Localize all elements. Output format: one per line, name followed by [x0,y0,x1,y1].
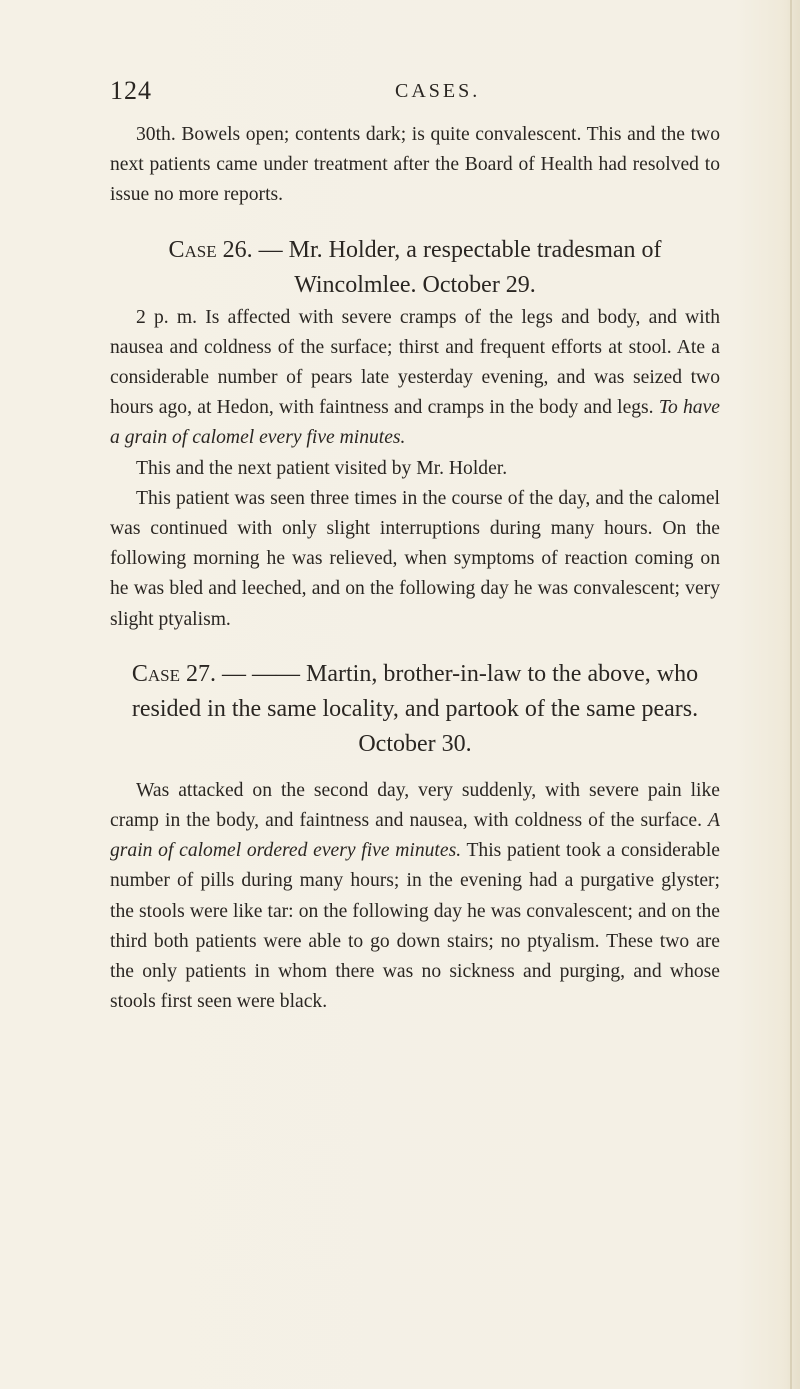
case-27-text-continued: This patient took a considerable number of pills during many hours; in the evening had a purgative glyster; the stools were like tar: on the following day he was convalescent; and on the third both patients were able to go down stairs; no ptyalism. These two are the only patients in whom there was no sickness and purging, and whose stools first seen were black. [110,840,720,1013]
case-27-heading [110,657,720,762]
case-26-text: 2 p. m. Is affected with severe cramps of the legs and body, and with nausea and coldness of the surface; thirst and frequent efforts at stool. Ate a considerable number of pears late yesterday evening, and was seized two hours ago, at Hedon, with faintness and cramps in the body and legs. [110,306,720,419]
case-label: Case [168,236,217,263]
page-edge [790,0,792,1389]
page-number: 124 [110,76,152,105]
case-label: Case [131,660,181,687]
body-text [110,120,720,1017]
case-26-prescription: To have a grain of calomel every five minutes. [110,397,720,449]
case-26-paragraph-1 [110,303,720,454]
case-heading-text: — —— Martin, brother-in-law to the above, who resided in the same locality, and partook of the same pears. October 30. [131,660,699,757]
case-26-paragraph-3: This patient was seen three times in the course of the day, and the calomel was continued with only slight interruptions during many hours. On the following morning he was relieved, when symptoms of reaction coming on he was bled and leeched, and on the following day he was convalescent; very slight ptyalism. [110,487,720,630]
case-heading-text: — Mr. Holder, a respectable tradesman of Wincolmlee. October 29. [252,236,662,298]
case-26-paragraph-2: This and the next patient visited by Mr. Holder. [136,457,508,479]
running-title: CASES. [395,80,481,102]
paragraph-30th: 30th. Bowels open; contents dark; is quite convalescent. This and the two next patients came under treatment after the Board of Health had resolved to issue no more reports. [110,124,720,206]
case-number: 27. [186,660,217,687]
case-27-prescription: A grain of calomel ordered every five minutes. [110,810,720,862]
case-26-heading [110,233,720,303]
case-number: 26. [222,236,253,263]
case-27-text: Was attacked on the second day, very suddenly, with severe pain like cramp in the body, and faintness and nausea, with coldness of the surface. [110,779,720,832]
running-head [110,76,710,106]
case-27-paragraph-1 [110,776,720,1018]
